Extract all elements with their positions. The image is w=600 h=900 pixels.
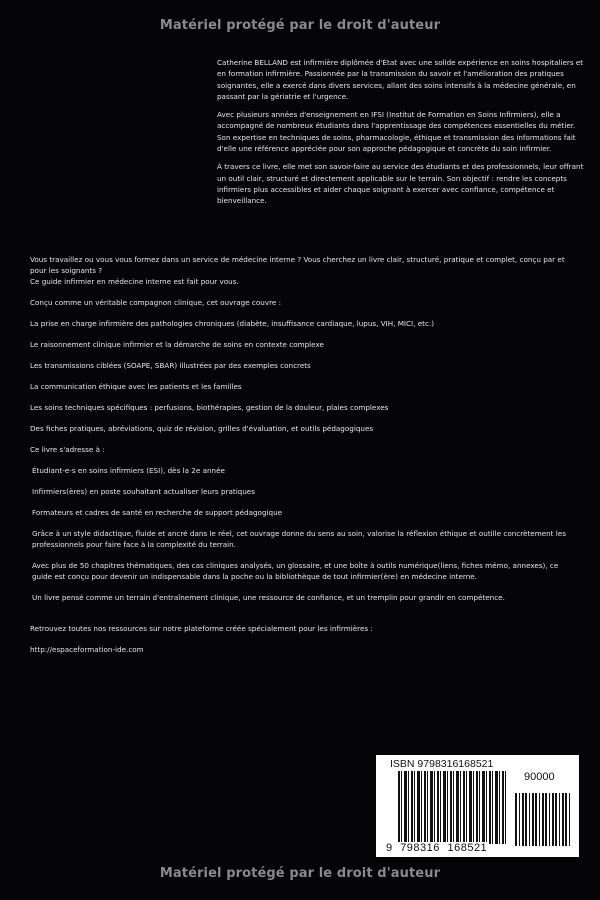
book-description xyxy=(30,254,580,655)
copyright-watermark-top: Matériel protégé par le droit d'auteur xyxy=(159,18,441,33)
resources-line: Retrouvez toutes nos ressources sur notre plateforme créée spécialement pour les infirmières : xyxy=(30,624,373,633)
covers-item: Les transmissions ciblées (SOAPE, SBAR) illustrées par des exemples concrets xyxy=(30,361,311,370)
bio-paragraph: Catherine BELLAND est infirmière diplômée d'État avec une solide expérience en soins hospitaliers et en formation infirmière. Passionnée par la transmission du savoir et l'amélioration des pratiques soignantes, elle a exercé dans divers services, allant des soins intensifs à la médecine générale, en passant par la gériatrie et l'urgence. xyxy=(217,58,584,101)
bio-paragraph: Avec plusieurs années d'enseignement en IFSI (Institut de Formation en Soins Infirmiers), elle a accompagné de nombreux étudiants dans l'apprentissage des compétences essentielles du métier. Son expertise en techniques de soins, pharmacologie, éthique et transmission des informations fait d'elle une référence appréciée pour son approche pédagogique et concrète du soin infirmier. xyxy=(217,110,576,154)
audience-item: Formateurs et cadres de santé en recherche de support pédagogique xyxy=(32,508,283,517)
digit-prefix: 9 xyxy=(386,842,393,854)
closing-paragraph: Un livre pensé comme un terrain d'entraînement clinique, une ressource de confiance, et un tremplin pour grandir en compétence. xyxy=(32,593,505,602)
audience-item: Étudiant-e-s en soins infirmiers (ESI), dès la 2e année xyxy=(32,466,225,475)
covers-item: Le raisonnement clinique infirmier et la démarche de soins en contexte complexe xyxy=(30,340,324,349)
covers-item: Les soins techniques spécifiques : perfusions, biothérapies, gestion de la douleur, plaies complexes xyxy=(30,403,389,412)
intro-line: Vous travaillez ou vous vous formez dans un service de médecine interne ? Vous cherchez un livre clair, structuré, pratique et complet, conçu par et pour les soignants ? xyxy=(30,255,565,275)
bio-paragraph: À travers ce livre, elle met son savoir-faire au service des étudiants et des professionnels, leur offrant un outil clair, structuré et directement applicable sur le terrain. Son objectif : rendre les concepts infirmiers plus accessibles et aider chaque soignant à exercer avec confiance, compétence et bienveillance. xyxy=(217,162,584,206)
closing-paragraph: Grâce à un style didactique, fluide et ancré dans le réel, cet ouvrage donne du sens au soin, valorise la réflexion éthique et outille concrètement les professionnels pour faire face à la complexité du terrain. xyxy=(32,529,566,549)
barcode-digits xyxy=(384,842,489,854)
closing-paragraph: Avec plus de 50 chapitres thématiques, des cas cliniques analysés, un glossaire, et une boîte à outils numérique(liens, fiches mémo, annexes), ce guide est conçu pour devenir un indispensable dans la poche ou la bibliothèque de tout infirmier(ère) en médecine interne. xyxy=(32,561,559,581)
audience-heading: Ce livre s'adresse à : xyxy=(30,445,105,454)
price-code: 90000 xyxy=(524,771,555,783)
covers-item: La communication éthique avec les patients et les familles xyxy=(30,382,242,391)
website-link[interactable]: http://espaceformation-ide.com xyxy=(30,645,144,654)
copyright-watermark-bottom: Matériel protégé par le droit d'auteur xyxy=(159,866,441,881)
covers-heading: Conçu comme un véritable compagnon clinique, cet ouvrage couvre : xyxy=(30,298,282,307)
audience-item: Infirmiers(ères) en poste souhaitant actualiser leurs pratiques xyxy=(32,487,255,496)
intro-line: Ce guide infirmier en médecine interne est fait pour vous. xyxy=(30,277,239,286)
digit-group: 168521 xyxy=(447,842,488,854)
isbn-barcode xyxy=(376,755,579,857)
ean-barcode-bars xyxy=(398,771,506,844)
isbn-label: ISBN 9798316168521 xyxy=(390,758,494,770)
digit-group: 798316 xyxy=(400,842,440,854)
covers-item: La prise en charge infirmière des pathologies chroniques (diabète, insuffisance cardiaque, lupus, VIH, MICI, etc.) xyxy=(30,319,435,328)
addon-barcode-bars xyxy=(515,793,570,846)
covers-item: Des fiches pratiques, abréviations, quiz de révision, grilles d'évaluation, et outils pédagogiques xyxy=(30,424,374,433)
author-bio xyxy=(217,57,587,214)
